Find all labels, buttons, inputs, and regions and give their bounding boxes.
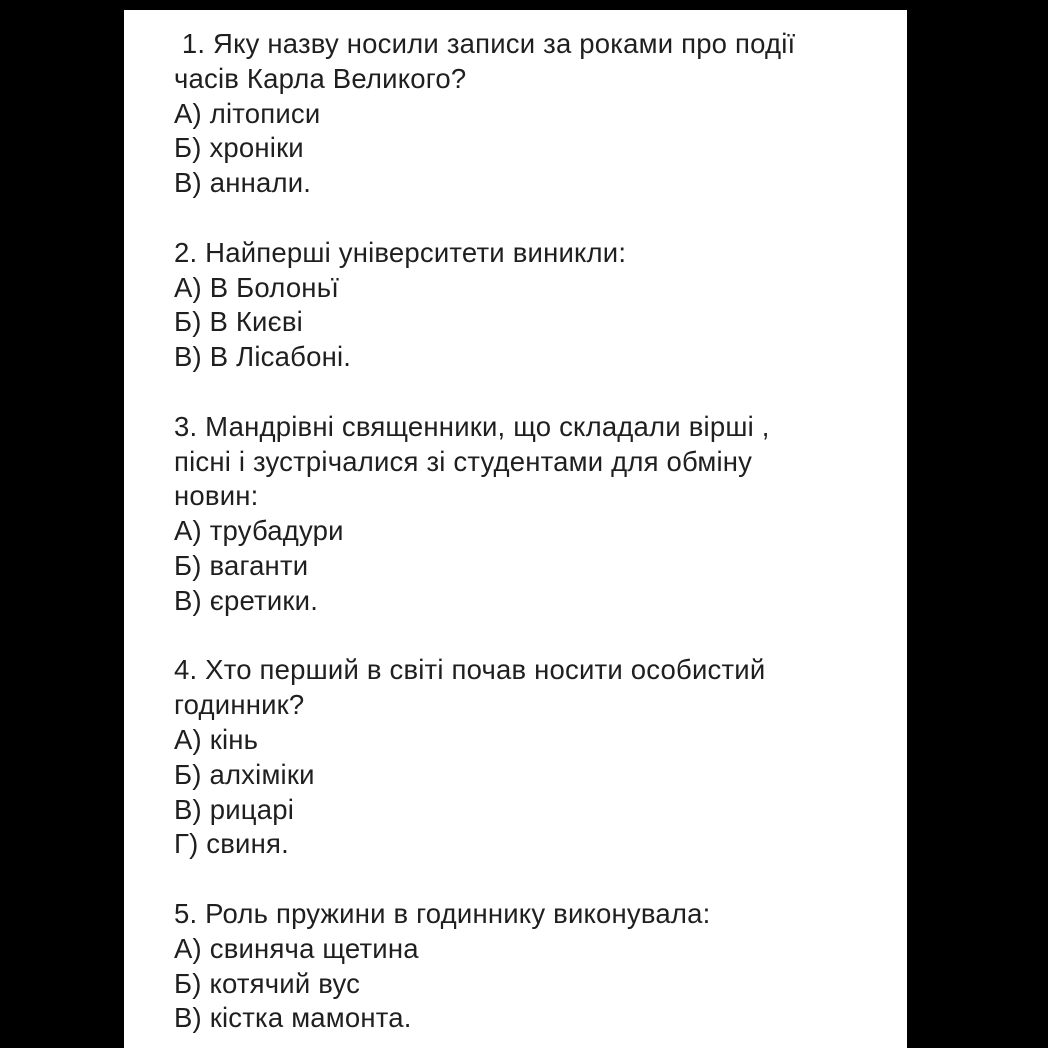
question-text-line: пісні і зустрічалися зі студентами для обміну — [174, 445, 753, 477]
answer-option: Б) В Києві — [174, 306, 303, 338]
answer-option: В) єретики. — [174, 584, 319, 616]
answer-option: В) аннали. — [174, 167, 312, 199]
answer-option: В) рицарі — [174, 793, 295, 825]
question-text-line: 4. Хто перший в світі почав носити особистий — [174, 654, 766, 686]
question-text-line: 1. Яку назву носили записи за роками про події — [174, 28, 796, 59]
answer-option: Б) алхіміки — [174, 758, 315, 790]
answer-option: В) В Лісабоні. — [174, 341, 352, 373]
answer-option: Б) котячий вус — [174, 967, 361, 999]
document-page — [124, 10, 907, 1048]
answer-option: В) кістка мамонта. — [174, 1002, 412, 1034]
question-4 — [174, 653, 907, 862]
question-2 — [174, 236, 907, 375]
answer-option: А) літописи — [174, 97, 321, 129]
question-text-line: новин: — [174, 480, 259, 512]
question-text-line: 3. Мандрівні священники, що складали вірші , — [174, 410, 770, 442]
question-text-line: часів Карла Великого? — [174, 62, 467, 94]
answer-option: А) кінь — [174, 723, 259, 755]
answer-option: А) свиняча щетина — [174, 932, 419, 964]
answer-option: А) трубадури — [174, 515, 344, 547]
question-1 — [174, 27, 907, 201]
answer-option: Б) ваганти — [174, 549, 309, 581]
question-text-line: 2. Найперші університети виникли: — [174, 236, 627, 268]
quiz-text — [174, 27, 907, 1036]
question-5 — [174, 897, 907, 1036]
answer-option: Г) свиня. — [174, 828, 289, 860]
question-text-line: годинник? — [174, 689, 305, 721]
answer-option: А) В Болоньї — [174, 271, 340, 303]
answer-option: Б) хроніки — [174, 132, 304, 164]
question-text-line: 5. Роль пружини в годиннику виконувала: — [174, 897, 711, 929]
question-3 — [174, 410, 907, 619]
